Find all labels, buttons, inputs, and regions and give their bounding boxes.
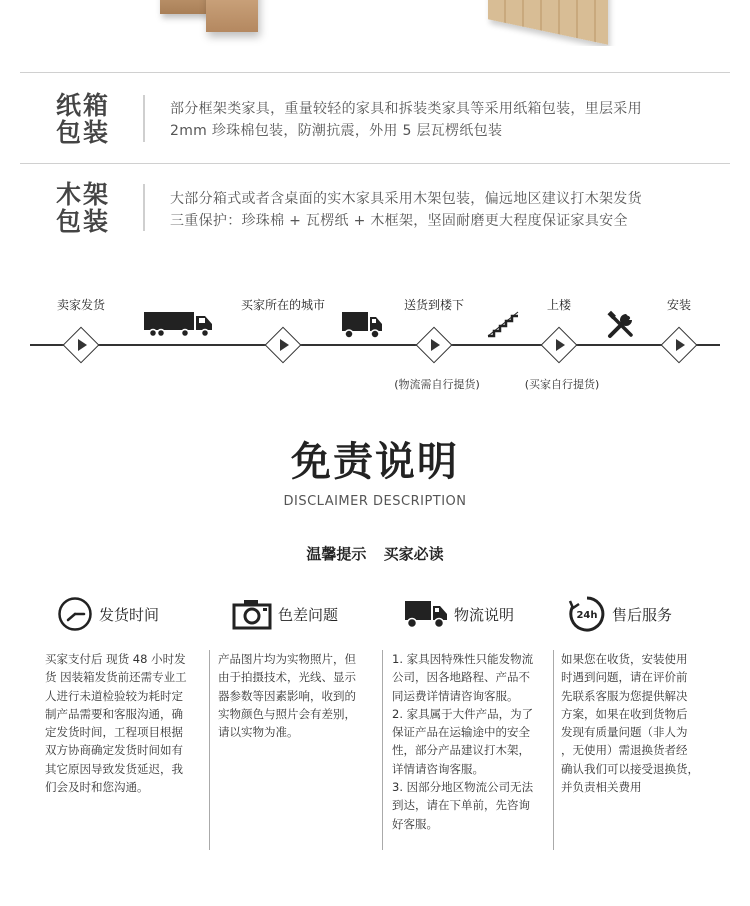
- flow-line: [30, 344, 720, 346]
- semi-truck-icon: [143, 310, 215, 338]
- column-text-shipping-time: 买家支付后 现货 48 小时发 货 因装箱发货前还需专业工 人进行未道检验较为耗时定 制产品需要和客服沟通，确 定发货时间，工程项目根据 双方协商确定发货时间如有 其它原因导致发货延迟，我 们会及时和您沟通。: [45, 652, 187, 795]
- accent-bar: [143, 184, 145, 231]
- play-arrow-icon: [280, 339, 289, 351]
- carton-box-image: [206, 0, 258, 32]
- play-arrow-icon: [676, 339, 685, 351]
- column-title: 发货时间: [99, 605, 160, 624]
- divider: [20, 72, 730, 73]
- wooden-crate-image: [488, 0, 608, 45]
- column-title: 物流说明: [454, 605, 515, 624]
- carton-box-image: [160, 0, 212, 14]
- column-title: 售后服务: [612, 605, 673, 624]
- column-text-after-sales: 如果您在收货，安装使用 时遇到问题，请在评价前 先联系客服为您提供解决 方案，如果在收到货物后 发现有质量问题（非人为 ，无使用）需退换货者经 确认我们可以接受退换货， 并负责相关费用: [561, 652, 699, 795]
- flow-note: (买家自行提货): [524, 378, 600, 391]
- step-label-install: 安装: [666, 298, 692, 312]
- column-separator: [382, 650, 383, 850]
- column-header-after-sales: [568, 596, 672, 632]
- disclaimer-subtitle: DISCLAIMER DESCRIPTION: [283, 494, 467, 509]
- packaging-title: 木架 包装: [56, 180, 111, 236]
- column-header-color-difference: [232, 596, 338, 632]
- step-label-downstairs: 送货到楼下: [403, 298, 465, 312]
- column-header-logistics: [404, 596, 514, 632]
- play-arrow-icon: [556, 339, 565, 351]
- play-arrow-icon: [78, 339, 87, 351]
- camera-icon: [232, 598, 272, 630]
- column-title: 色差问题: [278, 605, 339, 624]
- svg-text:24h: 24h: [576, 610, 598, 621]
- packaging-description: 部分框架类家具，重量较轻的家具和拆装类家具等采用纸箱包装，里层采用 2mm 珍珠棉包装，防潮抗震，外用 5 层瓦楞纸包装: [170, 101, 642, 139]
- tools-icon: [606, 310, 636, 340]
- step-label-upstairs: 上楼: [546, 298, 572, 312]
- delivery-truck-icon: [341, 310, 383, 340]
- flow-note: (物流需自行提货): [394, 378, 480, 391]
- play-arrow-icon: [431, 339, 440, 351]
- flow-step-marker: [416, 327, 452, 363]
- 24h-service-icon: [568, 595, 606, 633]
- divider: [20, 163, 730, 164]
- packaging-description: 大部分箱式或者含桌面的实木家具采用木架包装，偏远地区建议打木架发货 三重保护：珍珠棉 + 瓦楞纸 + 木框架，坚固耐磨更大程度保证家具安全: [170, 191, 642, 229]
- column-separator: [553, 650, 554, 850]
- step-label-seller-ship: 卖家发货: [56, 298, 106, 312]
- reminder-heading: 温馨提示 买家必读: [306, 545, 444, 563]
- flow-step-marker: [661, 327, 697, 363]
- column-separator: [209, 650, 210, 850]
- accent-bar: [143, 95, 145, 142]
- column-text-logistics: 1. 家具因特殊性只能发物流 公司，因各地路程、产品不 同运费详情请咨询客服。 2. 家具属于大件产品，为了 保证产品在运输途中的安全 性，部分产品建议打木架， 详情请咨询客服。 3. 因部分地区物流公司无法 到达，请在下单前，先咨询 好客服。: [392, 652, 534, 831]
- flow-step-marker: [63, 327, 99, 363]
- column-text-color-difference: 产品图片均为实物照片，但 由于拍摄技术，光线、显示 器参数等因素影响，收到的 实物颜色与照片会有差别， 请以实物为准。: [218, 652, 356, 740]
- clock-icon: [57, 596, 93, 632]
- product-photo: [0, 0, 750, 46]
- truck-icon: [404, 598, 448, 630]
- packaging-title: 纸箱 包装: [56, 91, 111, 147]
- flow-step-marker: [265, 327, 301, 363]
- disclaimer-title: 免责说明: [291, 439, 459, 485]
- stairs-icon: [486, 310, 520, 338]
- step-label-buyer-city: 买家所在的城市: [240, 298, 326, 312]
- column-header-shipping-time: [57, 596, 159, 632]
- flow-step-marker: [541, 327, 577, 363]
